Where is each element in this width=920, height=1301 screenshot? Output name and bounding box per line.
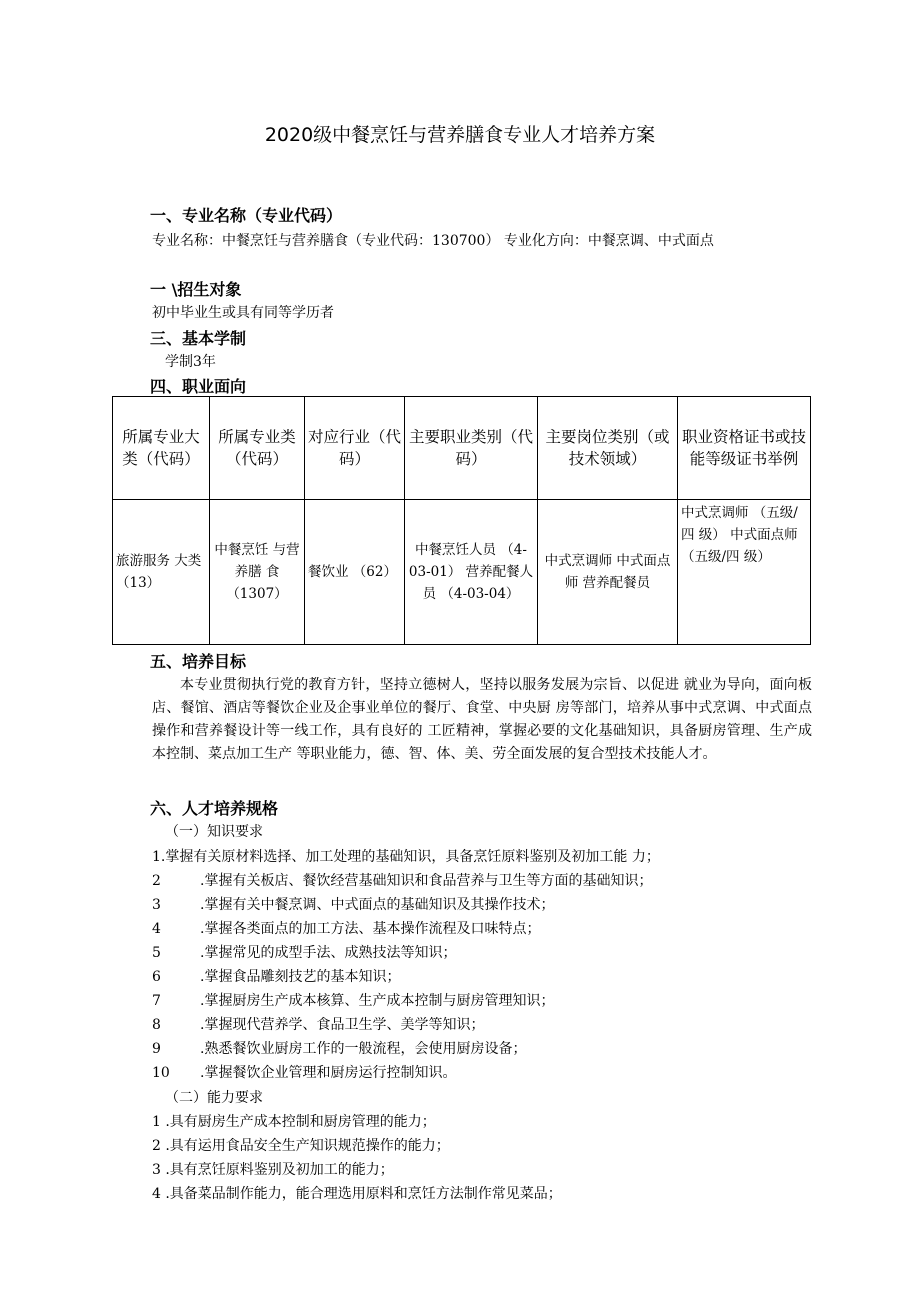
section-2-body: 初中毕业生或具有同等学历者 [152, 305, 334, 321]
section-1-heading: 一、专业名称（专业代码） [150, 206, 343, 225]
table-header-cell: 所属专业类（代码） [210, 397, 305, 500]
list-item [152, 942, 456, 962]
list-item-text: .掌握食品雕刻技艺的基本知识； [200, 969, 401, 985]
list-item: 1 .具有厨房生产成本控制和厨房管理的能力； [152, 1114, 436, 1130]
list-item-number: 4 [152, 921, 161, 937]
table-header-cell: 主要职业类别（代码） [405, 397, 538, 500]
table-cell: 中式烹调师 （五级/四 级） 中式面点师 （五级/四 级） [678, 500, 811, 645]
list-item-number: 8 [152, 1017, 161, 1033]
list-item [152, 1062, 456, 1082]
section-6-heading: 六、人才培养规格 [150, 799, 279, 818]
list-item-number: 3 [152, 897, 161, 913]
section-1-body: 专业名称：中餐烹饪与营养膳食（专业代码：130700） 专业化方向：中餐烹调、中式面点 [152, 233, 714, 249]
table-cell: 中式烹调师 中式面点师 营养配餐员 [538, 500, 678, 645]
table-cell: 中餐烹饪 与营养膳 食（1307） [210, 500, 305, 645]
list-item [152, 1038, 526, 1058]
list-item-text: .掌握各类面点的加工方法、基本操作流程及口味特点； [200, 921, 541, 937]
list-item [152, 846, 660, 866]
table-cell: 餐饮业 （62） [305, 500, 405, 645]
list-item [152, 870, 652, 890]
section-3-body: 学制3年 [165, 354, 216, 370]
table-row [113, 500, 811, 645]
list-item-number: 7 [152, 993, 161, 1009]
table-header-cell: 所属专业大类（代码） [113, 397, 210, 500]
section-5-body: 本专业贯彻执行党的教育方针，坚持立德树人，坚持以服务发展为宗旨、以促进 就业为导向，面向板店、餐馆、酒店等餐饮企业及企事业单位的餐厅、食堂、中央厨 房等部门，培养从事中式烹调、中式面点操作和营养餐设计等一线工作，具有良好的 工匠精神，掌握必要的文化基础知识，具备厨房管理、生产成本控制、菜点加工生产 等职业能力，德、智、体、美、劳全面发展的复合型技术技能人才。 [152, 677, 812, 762]
list-item [152, 966, 400, 986]
list-item-text: .掌握常见的成型手法、成熟技法等知识； [200, 945, 457, 961]
list-item-number: 6 [152, 969, 161, 985]
section-4-heading: 四、职业面向 [150, 377, 247, 396]
ability-requirements-title: （二）能力要求 [165, 1090, 263, 1106]
list-item-text: .掌握现代营养学、食品卫生学、美学等知识； [200, 1017, 485, 1033]
list-item [152, 990, 554, 1010]
occupation-table [112, 396, 811, 645]
table-header-row [113, 397, 811, 500]
table-header-cell: 职业资格证书或技能等级证书举例 [678, 397, 811, 500]
knowledge-requirements-title: （一）知识要求 [165, 824, 263, 840]
list-item-number: 1 [152, 849, 161, 865]
list-item-text: .掌握餐饮企业管理和厨房运行控制知识。 [200, 1065, 457, 1081]
list-item-text: .掌握厨房生产成本核算、生产成本控制与厨房管理知识； [200, 993, 555, 1009]
list-item-number: 9 [152, 1041, 161, 1057]
list-item-text: .熟悉餐饮业厨房工作的一般流程，会使用厨房设备； [200, 1041, 527, 1057]
list-item-text: .掌握有关板店、餐饮经营基础知识和食品营养与卫生等方面的基础知识； [200, 873, 653, 889]
table-header-cell: 对应行业（代码） [305, 397, 405, 500]
section-3-heading: 三、基本学制 [150, 329, 247, 348]
document-title: 2020级中餐烹饪与营养膳食专业人才培养方案 [264, 124, 656, 146]
table-header-cell: 主要岗位类别（或技术领域） [538, 397, 678, 500]
section-2-heading: 一 \招生对象 [150, 280, 242, 299]
section-5-heading: 五、培养目标 [150, 652, 247, 671]
list-item [152, 1014, 484, 1034]
list-item-number: 5 [152, 945, 161, 961]
table-cell: 中餐烹饪人员 （4-03-01） 营养配餐人员 （4-03-04） [405, 500, 538, 645]
list-item-text: .掌握有关中餐烹调、中式面点的基础知识及其操作技术； [200, 897, 555, 913]
list-item: 2 .具有运用食品安全生产知识规范操作的能力； [152, 1138, 450, 1154]
list-item-text: .掌握有关原材料选择、加工处理的基础知识，具备烹饪原料鉴别及初加工能 力； [160, 849, 660, 865]
table-cell: 旅游服务 大类 （13） [113, 500, 210, 645]
list-item [152, 918, 540, 938]
list-item: 3 .具有烹饪原料鉴别及初加工的能力； [152, 1162, 394, 1178]
list-item [152, 894, 554, 914]
list-item: 4 .具备菜品制作能力，能合理选用原料和烹饪方法制作常见菜品； [152, 1186, 562, 1202]
list-item-number: 2 [152, 873, 161, 889]
list-item-number: 10 [152, 1065, 170, 1081]
